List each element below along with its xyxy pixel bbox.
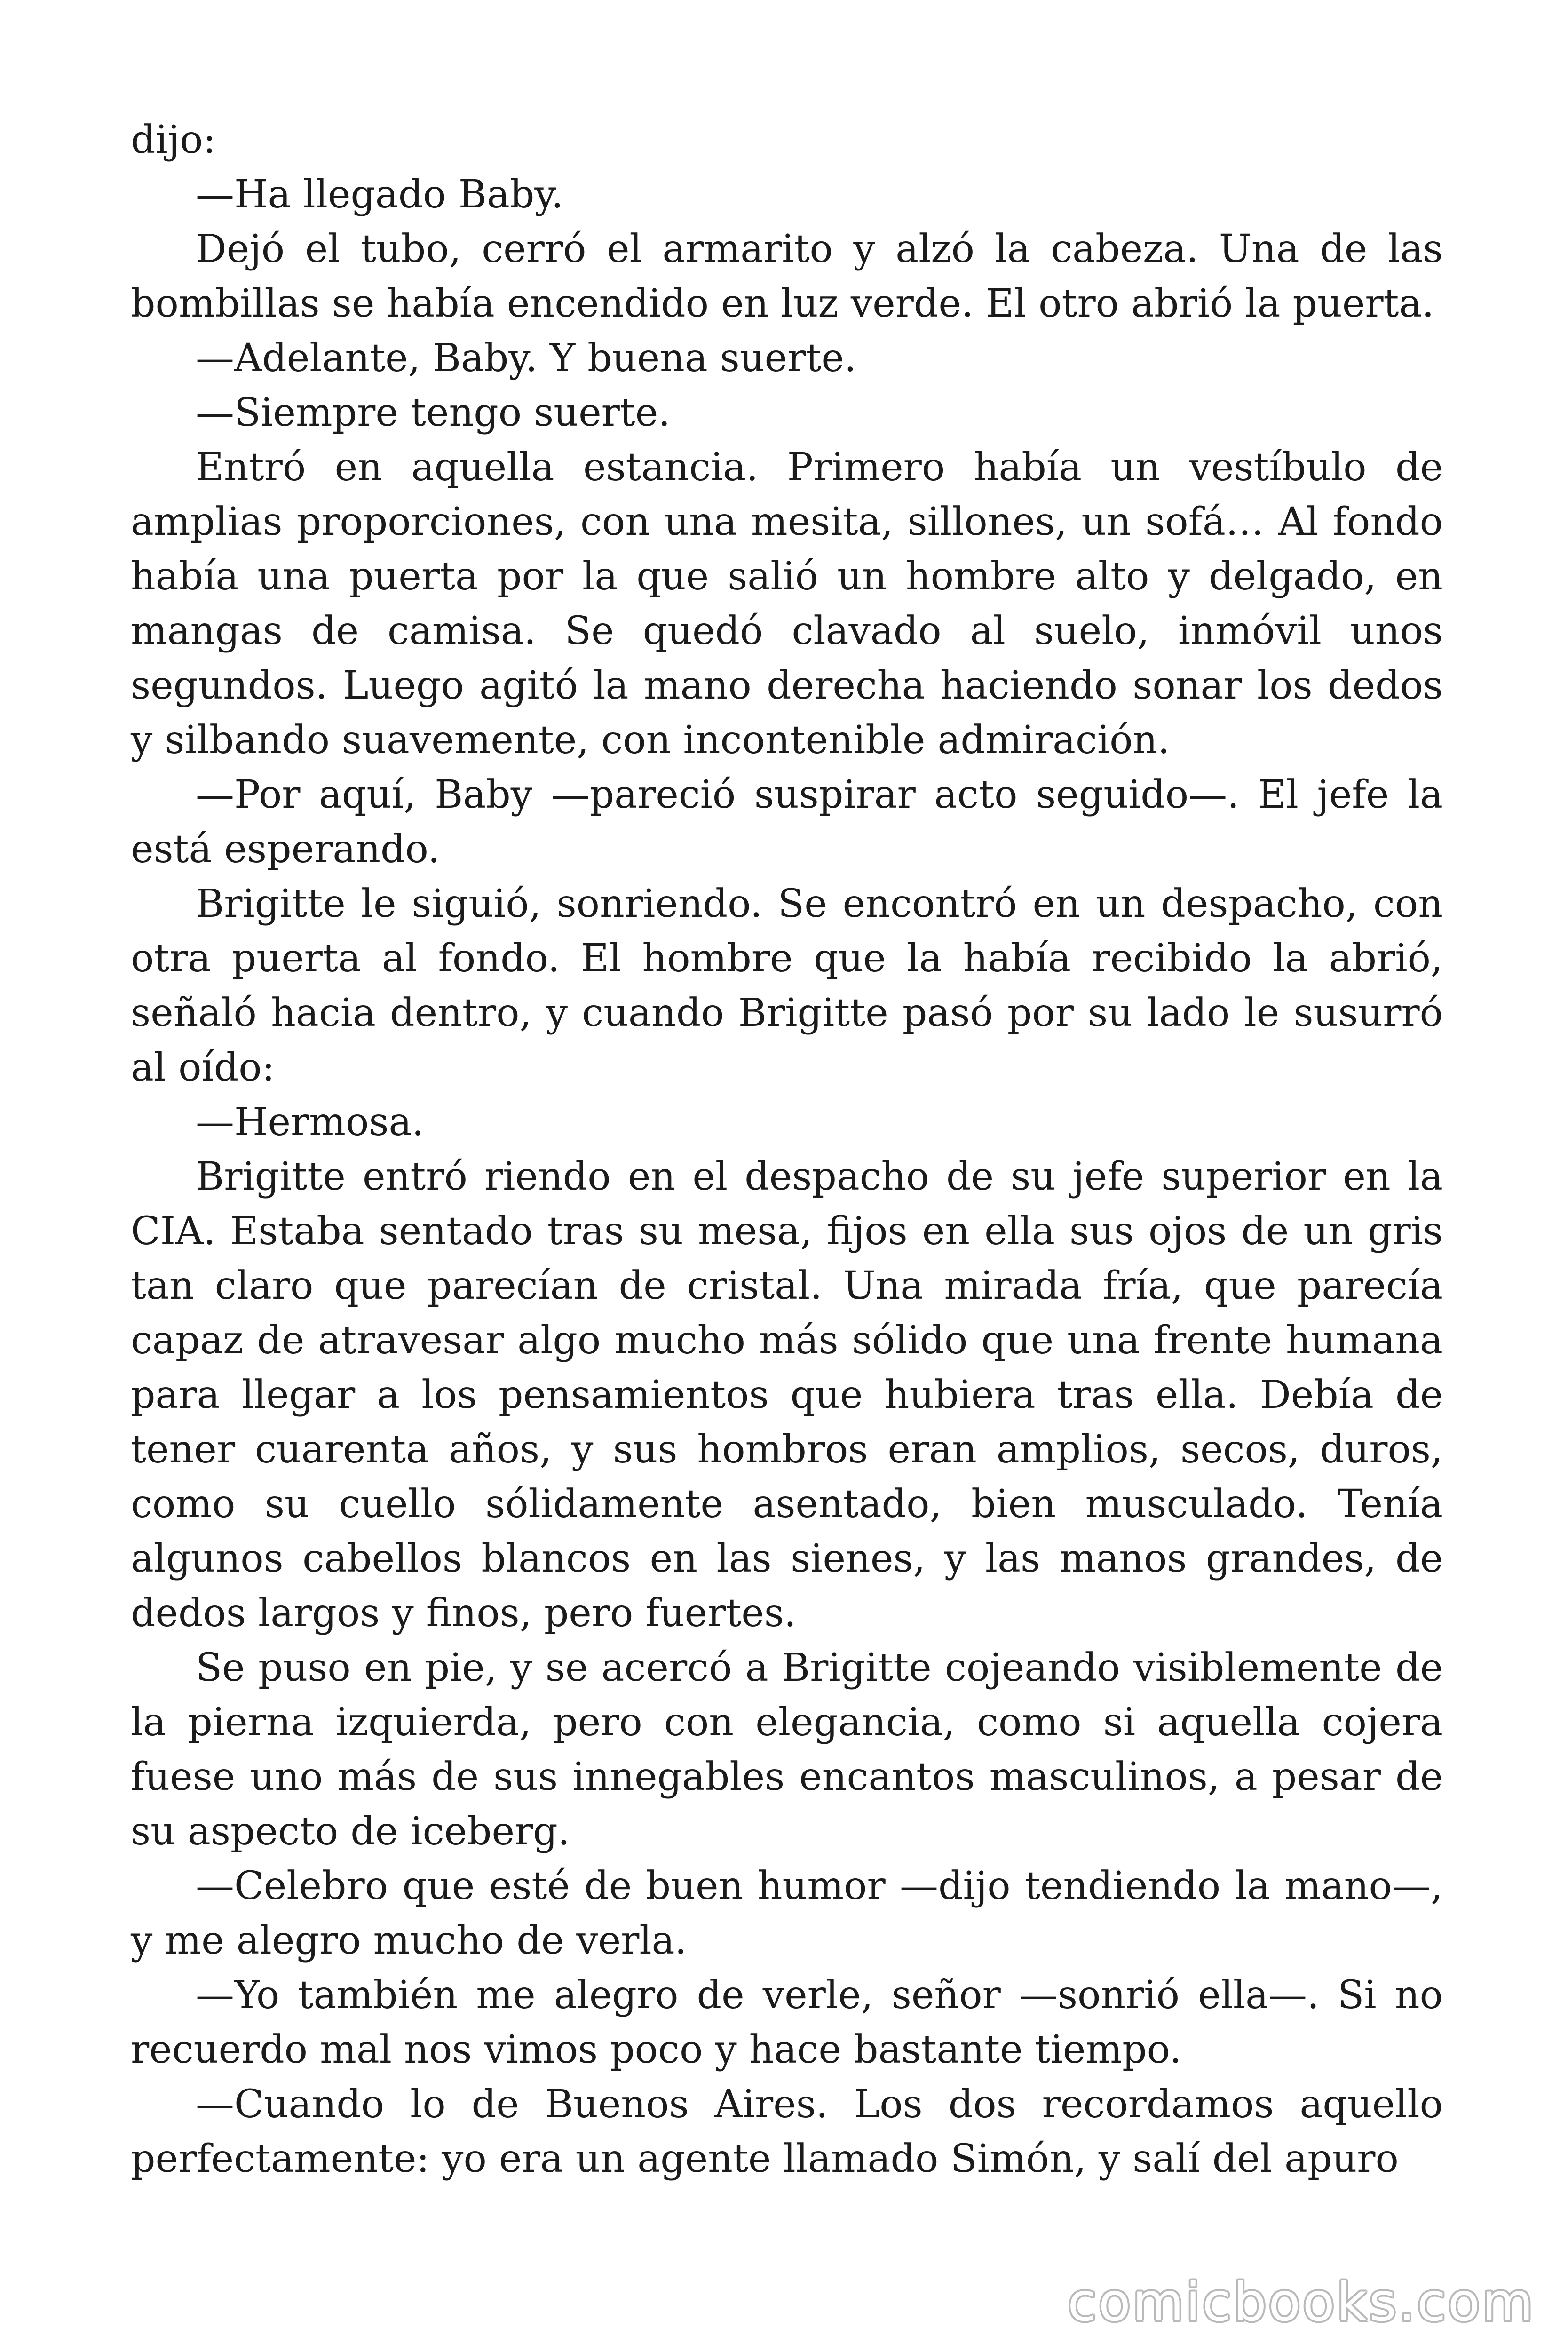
- paragraph-12: —Celebro que esté de buen humor —dijo tendiendo la mano—, y me alegro mucho de verla.: [131, 1864, 1443, 1963]
- book-page-text: [131, 113, 1443, 2186]
- paragraph-4: —Adelante, Baby. Y buena suerte.: [196, 336, 856, 381]
- watermark: comicbooks.com: [1067, 2272, 1535, 2333]
- paragraph-1: dijo:: [131, 118, 216, 162]
- paragraph-7: —Por aquí, Baby —pareció suspirar acto seguido—. El jefe la está esperando.: [131, 772, 1443, 872]
- paragraph-10: Brigitte entró riendo en el despacho de su jefe superior en la CIA. Estaba sentado tras su mesa, fijos en ella sus ojos de un gris tan claro que parecían de cristal. Una mirada fría, que parecía capaz de atravesar algo mucho más sólido que una frente humana para llegar a los pensamientos que hubiera tras ella. Debía de tener cuarenta años, y sus hombros eran amplios, secos, duros, como su cuello sólidamente asentado, bien musculado. Tenía algunos cabellos blancos en las sienes, y las manos grandes, de dedos largos y finos, pero fuertes.: [131, 1154, 1443, 1636]
- paragraph-11: Se puso en pie, y se acercó a Brigitte cojeando visiblemente de la pierna izquierda, pero con elegancia, como si aquella cojera fuese uno más de sus innegables encantos masculinos, a pesar de su aspecto de iceberg.: [131, 1645, 1443, 1854]
- paragraph-6: Entró en aquella estancia. Primero había un vestíbulo de amplias proporciones, con una mesita, sillones, un sofá… Al fondo había una puerta por la que salió un hombre alto y delgado, en mangas de camisa. Se quedó clavado al suelo, inmóvil unos segundos. Luego agitó la mano derecha haciendo sonar los dedos y silbando suavemente, con incontenible admiración.: [131, 445, 1443, 763]
- paragraph-14: —Cuando lo de Buenos Aires. Los dos recordamos aquello perfectamente: yo era un agente llamado Simón, y salí del apuro: [131, 2082, 1443, 2181]
- paragraph-5: —Siempre tengo suerte.: [196, 390, 671, 435]
- paragraph-13: —Yo también me alegro de verle, señor —sonrió ella—. Si no recuerdo mal nos vimos poco y hace bastante tiempo.: [131, 1973, 1443, 2072]
- paragraph-3: Dejó el tubo, cerró el armarito y alzó la cabeza. Una de las bombillas se había encendido en luz verde. El otro abrió la puerta.: [131, 227, 1443, 326]
- paragraph-9: —Hermosa.: [196, 1100, 424, 1144]
- paragraph-8: Brigitte le siguió, sonriendo. Se encontró en un despacho, con otra puerta al fondo. El hombre que la había recibido la abrió, señaló hacia dentro, y cuando Brigitte pasó por su lado le susurró al oído:: [131, 882, 1443, 1090]
- paragraph-2: —Ha llegado Baby.: [196, 172, 563, 217]
